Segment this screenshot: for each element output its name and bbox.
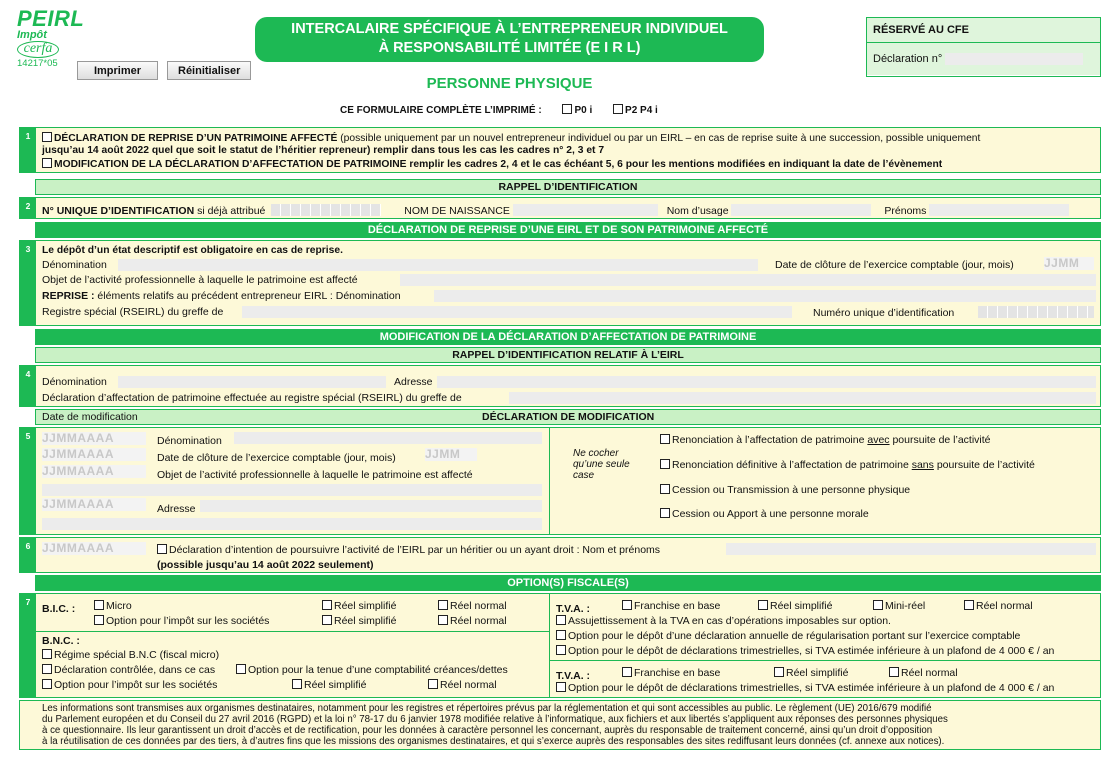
bnc-tenue-checkbox[interactable] [236,664,246,674]
nom-naissance-label: NOM DE NAISSANCE [404,205,510,217]
bnc-reel-simplifie [292,679,366,691]
reprise-row [42,288,1096,304]
option-renonciation-sans [660,459,1035,471]
tva2-trim-label: Option pour le dépôt de déclarations trimestrielles, si TVA estimée inférieure à un plafond de 4 000 € / an [568,682,1055,694]
s7-vertical-divider [549,594,550,697]
section-3-number: 3 [20,241,36,325]
form-title-line2: À RESPONSABILITÉ LIMITÉE (E I R L) [378,40,641,56]
privacy-notice [19,700,1101,750]
tva2-franchise-checkbox[interactable] [622,667,632,677]
reprise-notice: Le dépôt d’un état descriptif est obligatoire en cas de reprise. [42,245,343,256]
eirl-denomination-label: Dénomination [42,376,107,388]
s5-objet-field[interactable] [42,484,542,496]
declaration-number-field[interactable] [945,53,1083,65]
reserved-cfe-label: RÉSERVÉ AU CFE [867,18,1100,43]
registre-field[interactable] [242,306,792,318]
section-5-number: 5 [20,428,36,534]
objet-label: Objet de l’activité professionnelle à laquelle le patrimoine est affecté [42,274,358,286]
band-rappel-eirl: RAPPEL D’IDENTIFICATION RELATIF À L’EIRL [35,347,1101,363]
date-cloture-label: Date de clôture de l’exercice comptable (jour, mois) [775,259,1014,271]
s6-note: (possible jusqu’au 14 août 2022 seulement) [157,559,374,571]
registre-row [42,304,1096,320]
reprise-checkbox[interactable] [42,132,52,142]
bic-label: B.I.C. : [42,603,76,615]
s5-adresse-field[interactable] [200,500,542,512]
section-3 [19,240,1101,326]
denomination-row [42,257,1096,272]
s5-adresse-label: Adresse [157,503,196,515]
date-objet-field[interactable]: JJMMAAAA [42,465,146,478]
tva2-franchise-label: Franchise en base [634,667,721,679]
tva1-reel-normal-label: Réel normal [976,600,1033,612]
bic-is-reel-normal-label: Réel normal [450,615,507,627]
reprise-denomination-field[interactable] [434,290,1096,302]
reprise-text: (possible uniquement par un nouvel entrepreneur individuel ou par un EIRL – en cas de reprise suite à une succession, possible uniquement [337,133,981,144]
bic-option-is-label: Option pour l’impôt sur les sociétés [106,615,270,627]
s5-date-cloture-label: Date de clôture de l’exercice comptable (jour, mois) [157,452,396,464]
id-number-field[interactable] [271,204,381,216]
cerfa-logo: cerfa [17,41,59,58]
opt4-text: Cession ou Apport à une personne morale [672,508,869,520]
s5-divider [549,428,550,534]
option-renonciation-avec [660,434,991,446]
bnc-reel-simplifie-checkbox[interactable] [292,679,302,689]
bnc-tenue-label: Option pour la tenue d’une comptabilité créances/dettes [248,664,508,676]
tva2-reel-simplifie-checkbox[interactable] [774,667,784,677]
objet-field[interactable] [400,274,1096,286]
bnc-reel-normal-label: Réel normal [440,679,497,691]
s5-date-cloture-field[interactable]: JJMM [425,448,477,461]
modif-checkbox[interactable] [42,158,52,168]
section-4 [19,365,1101,407]
opt1-text-u: avec [867,434,890,446]
bnc-option-is [42,679,217,691]
bic-reel-normal-checkbox[interactable] [438,600,448,610]
tva1-annuelle-checkbox[interactable] [556,630,566,640]
opt2-text-u: sans [911,459,934,471]
reprise-option [42,132,1096,145]
bnc-regime-checkbox[interactable] [42,649,52,659]
eirl-denomination-row [42,374,1096,390]
note-line3: case [573,470,595,481]
date-denomination-field[interactable]: JJMMAAAA [42,432,146,445]
tva1-reel-simplifie [758,600,832,612]
bnc-option-tenue [236,664,508,676]
nom-naissance-field[interactable] [513,204,658,216]
tva1-reel-simplifie-label: Réel simplifié [770,600,833,612]
eirl-greffe-field[interactable] [509,392,1096,404]
band-declaration-reprise: DÉCLARATION DE REPRISE D’UNE EIRL ET DE SON PATRIMOINE AFFECTÉ [35,222,1101,238]
tva1-annuelle-label: Option pour le dépôt d’une déclaration annuelle de régularisation portant sur l’exercice comptable [568,630,1021,642]
section-6-number: 6 [20,538,36,572]
eirl-denomination-field[interactable] [118,376,386,388]
denomination-field[interactable] [118,259,758,271]
numero-unique-label: Numéro unique d’identification [813,307,955,319]
s5-denomination-label: Dénomination [157,435,222,447]
p2p4-label: P2 P4 i [625,105,658,116]
tva1-trim-checkbox[interactable] [556,645,566,655]
note-line1: Ne cocher [573,448,619,459]
form-subtitle: PERSONNE PHYSIQUE [426,75,593,92]
tva1-franchise-label: Franchise en base [634,600,721,612]
bic-is-reel-normal [438,615,507,627]
s5-objet-label: Objet de l’activité professionnelle à laquelle le patrimoine est affecté [157,469,473,481]
logo-block [17,6,85,69]
denomination-label: Dénomination [42,259,107,271]
numero-unique-field[interactable] [978,306,1094,318]
privacy-line2: du Parlement européen et du Conseil du 27 avril 2016 (RGPD) et la loi n° 78-17 du 6 janvier 1978 modifiée relative à l’informatique, aux fichiers et aux libertés s’appliquent aux réponses des personnes physiques [42,714,948,725]
single-choice-note [573,448,630,481]
tva-divider [550,660,1101,661]
tva2-reel-normal-checkbox[interactable] [889,667,899,677]
privacy-line3: à ce questionnaire. Ils leur garantissent un droit d’accès et de rectification, pour les données à caractère personnel les concernant, auprès du responsable de traitement concerné, ainsi qu’un droit d’opposition [42,725,933,736]
form-title-line1: INTERCALAIRE SPÉCIFIQUE À L’ENTREPRENEUR INDIVIDUEL [291,21,728,37]
tva2-trim-checkbox[interactable] [556,682,566,692]
tva1-reel-normal [964,600,1033,612]
bic-option-is [94,615,269,627]
opt1-text-a: Renonciation à l’affectation de patrimoine [672,434,868,446]
p0-checkbox[interactable] [562,104,572,114]
opt2-text-b: poursuite de l’activité [933,459,1035,471]
tva1-label: T.V.A. : [556,603,591,615]
completes-label: CE FORMULAIRE COMPLÈTE L’IMPRIMÉ : [340,105,542,116]
bic-reel-simplifie [322,600,396,612]
bic-micro-label: Micro [106,600,132,612]
tva2-franchise [622,667,720,679]
reprise-dénomination-label: éléments relatifs au précédent entrepreneur EIRL : Dénomination [94,290,401,302]
s5-adresse-field-2[interactable] [42,518,542,530]
bic-option-is-checkbox[interactable] [94,615,104,625]
section-7-number: 7 [20,594,36,697]
bnc-reel-simplifie-label: Réel simplifié [304,679,367,691]
eirl-adresse-field[interactable] [437,376,1096,388]
bnc-declaration-controlee [42,664,215,676]
note-line2: qu’une seule [573,459,630,470]
logo-impot: Impôt [17,29,47,41]
date-cloture-field[interactable]: JJMM [1044,257,1094,270]
tva2-option-trim [556,682,1054,694]
objet-row [42,272,1096,288]
bic-reel-normal [438,600,507,612]
tva1-franchise-checkbox[interactable] [622,600,632,610]
bic-is-reel-simplifie [322,615,396,627]
option-cession-morale [660,508,869,520]
form-title [255,17,764,62]
bnc-controlee-label: Déclaration contrôlée, dans ce cas [54,664,216,676]
section-2-number: 2 [20,198,36,218]
tva1-reel-simplifie-checkbox[interactable] [758,600,768,610]
cession-physique-checkbox[interactable] [660,484,670,494]
tva1-trim-label: Option pour le dépôt de déclarations trimestrielles, si TVA estimée inférieure à un plafond de 4 000 € / an [568,645,1055,657]
modif-text: remplir les cadres 2, 4 et le cas échéant 5, 6 pour les mentions modifiées en indiquant la date de l’évènement [406,159,943,170]
registre-label: Registre spécial (RSEIRL) du greffe de [42,306,224,318]
opt2-text-a: Renonciation définitive à l’affectation de patrimoine [672,459,912,471]
bic-is-reel-simplifie-label: Réel simplifié [334,615,397,627]
nom-usage-label: Nom d’usage [666,205,729,217]
band-modification: MODIFICATION DE LA DÉCLARATION D’AFFECTATION DE PATRIMOINE [35,329,1101,345]
tva2-reel-normal [889,667,958,679]
privacy-line1: Les informations sont transmises aux organismes destinataires, notamment pour les registres et répertoires prévus par la réglementation et qui sont accessibles au public. Le règlement (UE) 2016/679 modifié [42,703,932,714]
section-6 [19,537,1101,573]
p0-label: P0 i [574,105,593,116]
declaration-label: Déclaration n° [873,53,943,65]
section-5 [19,427,1101,535]
reprise-label: REPRISE : [42,290,95,302]
tva1-mini-reel-label: Mini-réel [885,600,926,612]
bnc-controlee-checkbox[interactable] [42,664,52,674]
band-options-fiscales: OPTION(S) FISCALE(S) [35,575,1101,591]
section-1-number: 1 [20,128,36,172]
id-suffix: si déjà attribué [194,205,266,217]
option-cession-physique [660,484,910,496]
bic-is-reel-normal-checkbox[interactable] [438,615,448,625]
bic-reel-normal-label: Réel normal [450,600,507,612]
tva2-reel-normal-label: Réel normal [901,667,958,679]
bnc-label: B.N.C. : [42,635,80,647]
id-label: N° UNIQUE D’IDENTIFICATION [42,205,195,217]
tva1-assujettissement-label: Assujettissement à la TVA en cas d’opérations imposables sur option. [568,615,891,627]
bic-micro-checkbox[interactable] [94,600,104,610]
logo-peirl: PEIRL [17,6,85,31]
tva2-label: T.V.A. : [556,670,591,682]
s6-date-field[interactable]: JJMMAAAA [42,542,146,555]
completes-line [340,104,658,116]
bnc-reel-normal [428,679,497,691]
privacy-line4: à la réutilisation de ces données par des tiers, à d’autres fins que les missions des organismes destinataires, et qui s’exerce auprès des responsables des sites rediffusant leurs données (cf. annexe aux notices). [42,736,945,747]
tva1-franchise [622,600,720,612]
tva1-option-annuelle [556,630,1020,642]
declaration-row [867,43,1100,75]
section-4-number: 4 [20,366,36,406]
bnc-option-is-label: Option pour l’impôt sur les sociétés [54,679,218,691]
reprise-text-line2: jusqu’au 14 août 2022 quel que soit le statut de l’héritier repreneur) remplir dans tous les cas les cadres n° 2, 3 et 7 [42,145,605,156]
tva1-mini-reel [873,600,925,612]
prenoms-field[interactable] [929,204,1069,216]
s6-checkbox[interactable] [157,544,167,554]
bnc-option-is-checkbox[interactable] [42,679,52,689]
section-2 [19,197,1101,219]
bic-reel-simplifie-checkbox[interactable] [322,600,332,610]
bic-is-reel-simplifie-checkbox[interactable] [322,615,332,625]
tva1-assujettissement [556,615,891,627]
opt1-text-b: poursuite de l’activité [889,434,991,446]
s6-label: Déclaration d’intention de poursuivre l’activité de l’EIRL par un héritier ou un ayant droit : Nom et prénoms [169,544,661,556]
renonciation-sans-checkbox[interactable] [660,459,670,469]
eirl-greffe-row [42,390,1096,406]
tva1-reel-normal-checkbox[interactable] [964,600,974,610]
reset-button[interactable]: Réinitialiser [167,61,251,80]
cerfa-number: 14217*05 [17,58,58,69]
eirl-greffe-label: Déclaration d’affectation de patrimoine effectuée au registre spécial (RSEIRL) du greffe de [42,392,462,404]
band-rappel-identification: RAPPEL D’IDENTIFICATION [35,179,1101,195]
tva1-option-trim [556,645,1054,657]
section-7 [19,593,1101,698]
tva2-reel-simplifie-label: Réel simplifié [786,667,849,679]
section-1 [19,127,1101,173]
reserved-cfe-box [866,17,1101,77]
cession-morale-checkbox[interactable] [660,508,670,518]
date-adresse-field[interactable]: JJMMAAAA [42,498,146,511]
eirl-adresse-label: Adresse [394,376,433,388]
s6-nom-field[interactable] [726,543,1096,555]
renonciation-avec-checkbox[interactable] [660,434,670,444]
nom-usage-field[interactable] [731,204,871,216]
tva1-mini-reel-checkbox[interactable] [873,600,883,610]
bnc-regime-label: Régime spécial B.N.C (fiscal micro) [54,649,220,661]
print-button[interactable]: Imprimer [77,61,158,80]
tva2-reel-simplifie [774,667,848,679]
decl-modif-label: DÉCLARATION DE MODIFICATION [482,411,655,423]
modif-title: MODIFICATION DE LA DÉCLARATION D’AFFECTATION DE PATRIMOINE [54,159,407,170]
p2p4-checkbox[interactable] [613,104,623,114]
date-cloture-mod-field[interactable]: JJMMAAAA [42,448,146,461]
bic-micro [94,600,132,612]
bic-bnc-divider [36,631,549,632]
date-modif-label: Date de modification [42,411,138,423]
reprise-title: DÉCLARATION DE REPRISE D’UN PATRIMOINE AFFECTÉ [54,133,338,144]
s6-text [157,544,660,556]
s5-denomination-field[interactable] [234,432,542,444]
opt3-text: Cession ou Transmission à une personne physique [672,484,911,496]
modif-header-row [35,409,1101,425]
tva1-assujettissement-checkbox[interactable] [556,615,566,625]
bnc-reel-normal-checkbox[interactable] [428,679,438,689]
modif-option [42,158,1096,171]
bic-reel-simplifie-label: Réel simplifié [334,600,397,612]
bnc-regime-special [42,649,219,661]
prenoms-label: Prénoms [884,205,927,217]
